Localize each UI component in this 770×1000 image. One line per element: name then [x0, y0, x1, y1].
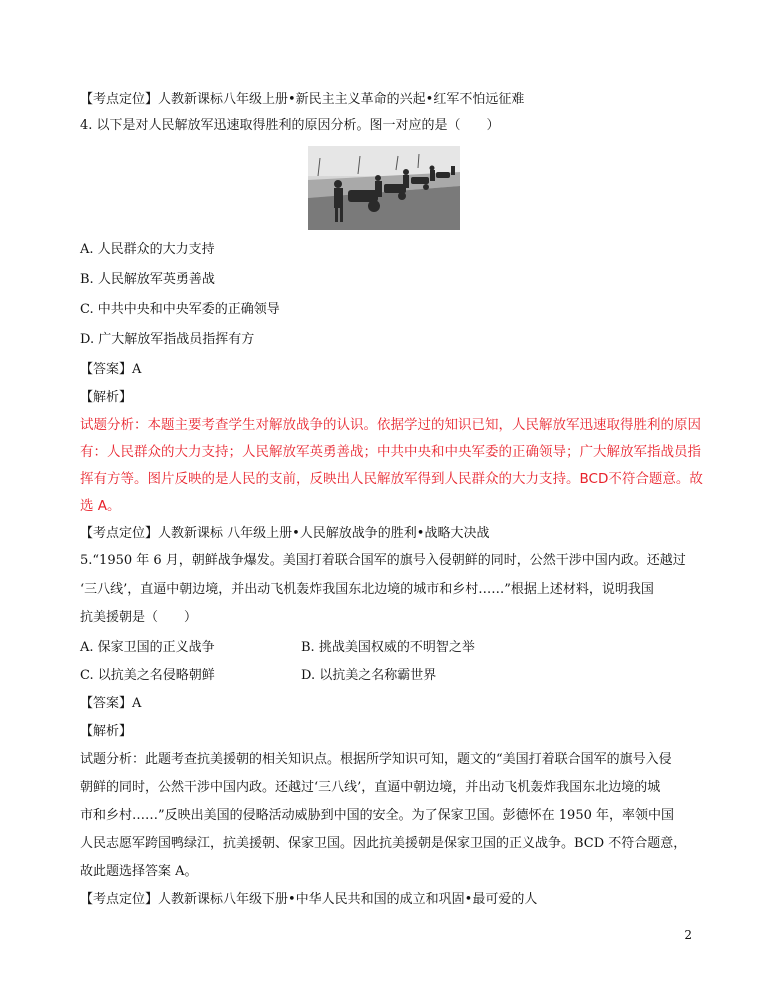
q4-analysis-line-3: 挥有方等。图片反映的是人民的支前，反映出人民解放军得到人民群众的大力支持。BCD不符合题意。故	[80, 471, 703, 487]
q4-keypoint: 【考点定位】人教新课标 八年级上册•人民解放战争的胜利•战略大决战	[80, 526, 490, 541]
q5-option-c: C. 以抗美之名侵略朝鲜	[80, 668, 215, 683]
q4-analysis-label: 【解析】	[80, 390, 133, 405]
q5-analysis-line-2: 朝鲜的同时，公然干涉中国内政。还越过‘三八线’，直逼中朝边境，并出动飞机轰炸我国东北边境的城	[80, 780, 661, 795]
q5-analysis-label: 【解析】	[80, 724, 133, 739]
q5-option-b: B. 挑战美国权威的不明智之举	[301, 640, 475, 655]
q4-option-c: C. 中共中央和中央军委的正确领导	[80, 302, 280, 317]
q5-keypoint: 【考点定位】人教新课标八年级下册•中华人民共和国的成立和巩固•最可爱的人	[80, 892, 538, 907]
q4-option-b: B. 人民解放军英勇善战	[80, 272, 215, 287]
q4-keypoint-prev: 【考点定位】人教新课标八年级上册•新民主主义革命的兴起•红军不怕远征难	[80, 92, 525, 107]
q5-analysis-line-4: 人民志愿军跨国鸭绿江，抗美援朝、保家卫国。因此抗美援朝是保家卫国的正义战争。BCD 不符合题意，	[80, 836, 687, 851]
q5-option-a: A. 保家卫国的正义战争	[80, 640, 215, 655]
q5-analysis-line-5: 故此题选择答案 A。	[80, 864, 198, 879]
q5-analysis-line-1: 试题分析：此题考查抗美援朝的相关知识点。根据所学知识可知，题文的“美国打着联合国军的旗号入侵	[80, 752, 672, 767]
q4-answer: 【答案】A	[80, 362, 142, 377]
q5-analysis-line-3: 市和乡村……”反映出美国的侵略活动威胁到中国的安全。为了保家卫国。彭德怀在 1950 年，率领中国	[80, 808, 674, 823]
q5-answer: 【答案】A	[80, 696, 142, 711]
q4-stem: 4. 以下是对人民解放军迅速取得胜利的原因分析。图一对应的是（ ）	[80, 118, 500, 133]
q4-analysis-line-4: 选 A。	[80, 498, 121, 514]
q5-option-d: D. 以抗美之名称霸世界	[301, 668, 437, 683]
q5-stem-line-2: ‘三八线’，直逼中朝边境，并出动飞机轰炸我国东北边境的城市和乡村……”根据上述材料，说明我国	[80, 582, 654, 597]
q4-option-a: A. 人民群众的大力支持	[80, 242, 215, 257]
page-number: 2	[684, 928, 692, 942]
q4-analysis-line-2: 有：人民群众的大力支持；人民解放军英勇善战；中共中央和中央军委的正确领导；广大解放军指战员指	[80, 444, 701, 460]
q5-stem-line-1: 5.“1950 年 6 月，朝鲜战争爆发。美国打着联合国军的旗号入侵朝鲜的同时，公然干涉中国内政。还越过	[80, 553, 686, 568]
q4-analysis-line-1: 试题分析：本题主要考查学生对解放战争的认识。依据学过的知识已知，人民解放军迅速取得胜利的原因	[80, 417, 701, 433]
q5-stem-line-3: 抗美援朝是（ ）	[80, 610, 198, 625]
q4-option-d: D. 广大解放军指战员指挥有方	[80, 332, 255, 347]
q4-photo-support-front	[308, 146, 460, 230]
